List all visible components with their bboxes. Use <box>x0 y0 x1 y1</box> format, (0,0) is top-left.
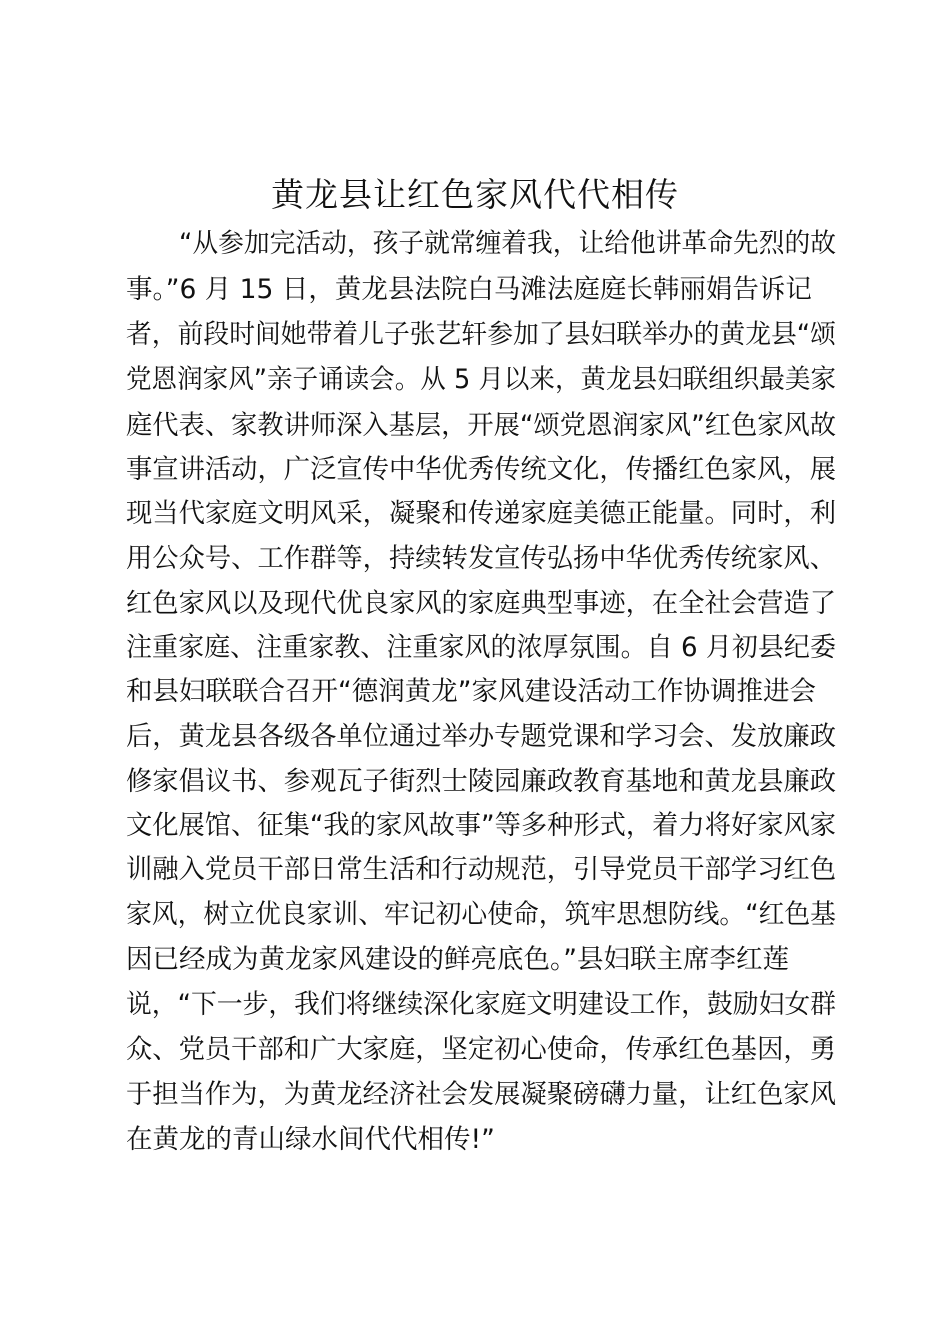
body-line: 和县妇联联合召开“德润黄龙”家风建设活动工作协调推进会 <box>126 676 816 707</box>
body-line: 在黄龙的青山绿水间代代相传!” <box>126 1124 495 1155</box>
body-line: 说，“下一步，我们将继续深化家庭文明建设工作，鼓励妇女群 <box>126 989 836 1020</box>
body-line: 修家倡议书、参观瓦子街烈士陵园廉政教育基地和黄龙县廉政 <box>126 766 836 797</box>
body-line: 后，黄龙县各级各单位通过举办专题党课和学习会、发放廉政 <box>126 721 836 752</box>
body-line: 庭代表、家教讲师深入基层，开展“颂党恩润家风”红色家风故 <box>126 410 837 441</box>
body-line: 因已经成为黄龙家风建设的鲜亮底色。”县妇联主席李红莲 <box>126 944 789 975</box>
body-line: 者，前段时间她带着儿子张艺轩参加了县妇联举办的黄龙县“颂 <box>126 319 836 350</box>
body-line: “从参加完活动，孩子就常缠着我，让给他讲革命先烈的故 <box>179 228 837 259</box>
body-line: 文化展馆、征集“我的家风故事”等多种形式，着力将好家风家 <box>126 810 837 841</box>
body-line: 家风，树立优良家训、牢记初心使命，筑牢思想防线。“红色基 <box>126 899 836 930</box>
body-line: 用公众号、工作群等，持续转发宣传弘扬中华优秀传统家风、 <box>126 543 836 574</box>
body-line: 训融入党员干部日常生活和行动规范，引导党员干部学习红色 <box>126 854 836 885</box>
body-line: 众、党员干部和广大家庭，坚定初心使命，传承红色基因，勇 <box>126 1034 836 1065</box>
body-line: 于担当作为，为黄龙经济社会发展凝聚磅礴力量，让红色家风 <box>126 1079 836 1110</box>
body-line: 事。”6 月 15 日，黄龙县法院白马滩法庭庭长韩丽娟告诉记 <box>126 274 812 305</box>
body-line: 党恩润家风”亲子诵读会。从 5 月以来，黄龙县妇联组织最美家 <box>126 364 836 395</box>
body-line: 注重家庭、注重家教、注重家风的浓厚氛围。自 6 月初县纪委 <box>126 632 836 663</box>
document-title: 黄龙县让红色家风代代相传 <box>271 175 679 214</box>
body-line: 红色家风以及现代优良家风的家庭典型事迹，在全社会营造了 <box>126 588 836 619</box>
body-line: 事宣讲活动，广泛宣传中华优秀传统文化，传播红色家风，展 <box>126 454 836 485</box>
body-line: 现当代家庭文明风采，凝聚和传递家庭美德正能量。同时，利 <box>126 498 836 529</box>
